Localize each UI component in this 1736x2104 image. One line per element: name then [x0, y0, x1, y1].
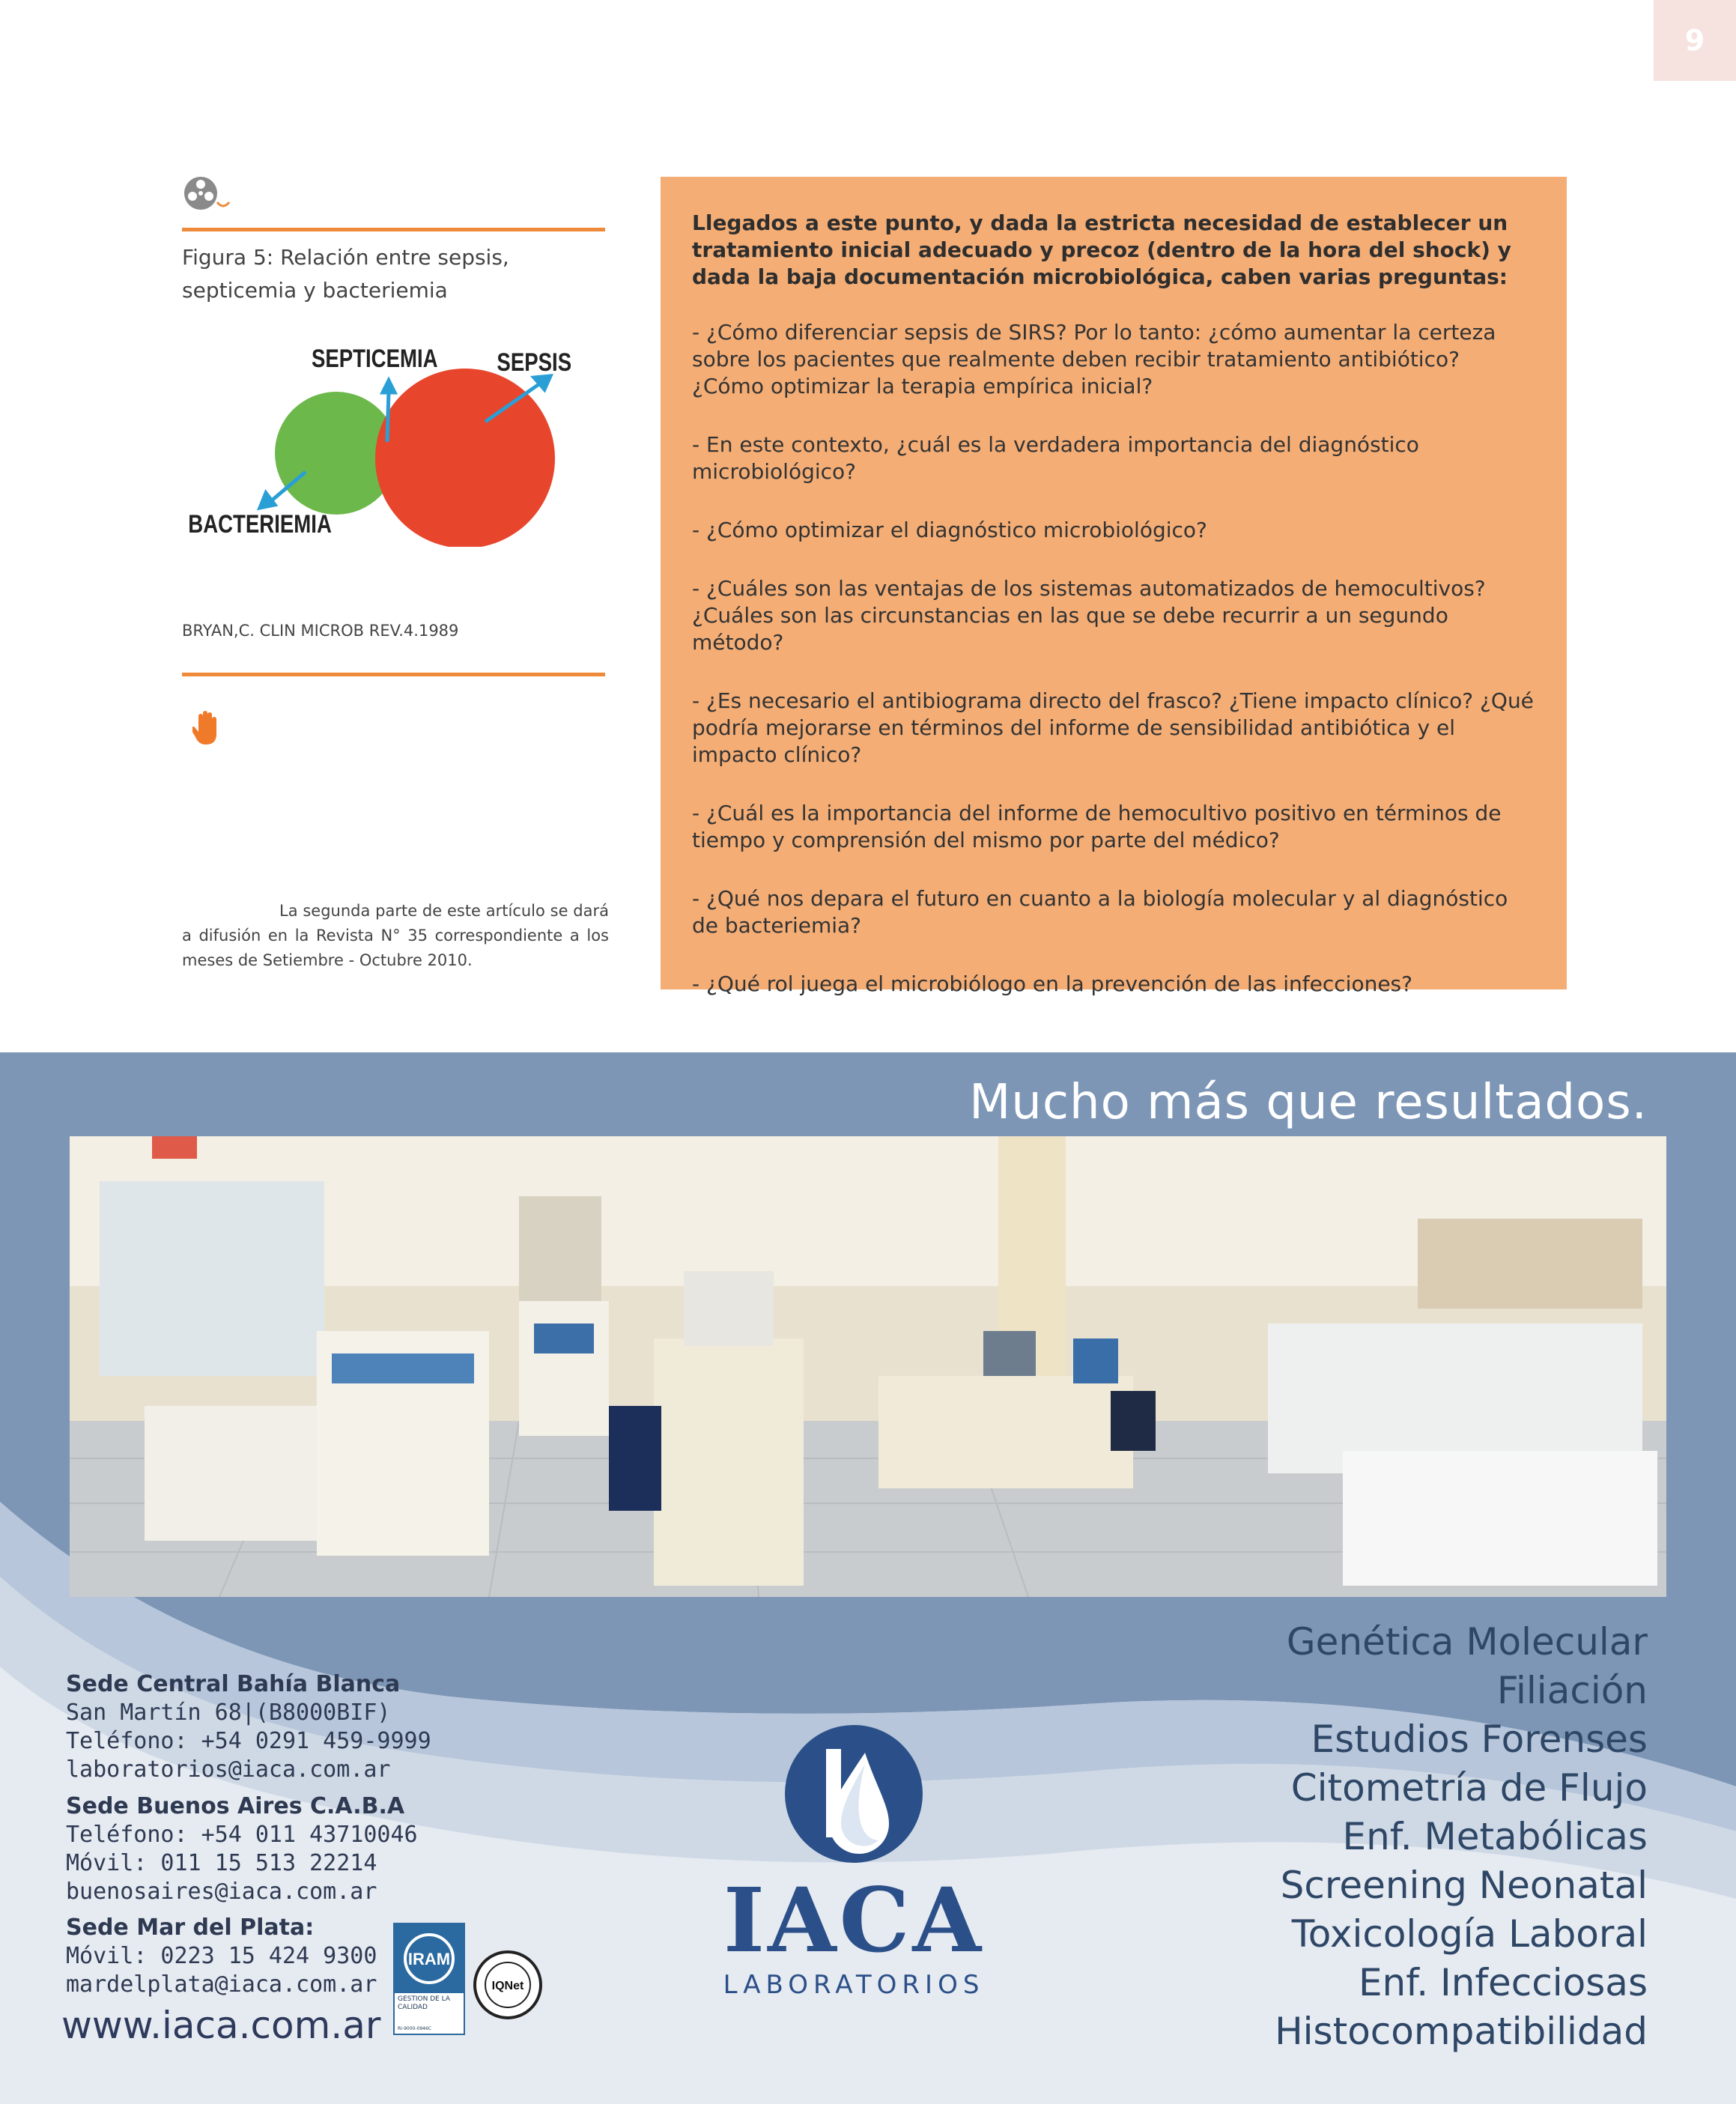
sede-email[interactable]: mardelplata@iaca.com.ar — [66, 1971, 377, 1998]
question-item: - ¿Qué rol juega el microbiólogo en la prevención de las infecciones? — [692, 971, 1413, 996]
question-item: - ¿Cuáles son las ventajas de los sistemas automatizados de hemocultivos? ¿Cuáles son las circunstancias en las que se debe recurrir a un segundo método? — [692, 576, 1486, 655]
divider-bottom — [182, 673, 605, 676]
iaca-logo-wordmark: IACA — [723, 1868, 985, 1972]
contact-bahia-blanca — [66, 1670, 431, 1784]
iaca-logo-drop-icon — [783, 1719, 925, 1869]
service-item: Enf. Infecciosas — [1358, 1961, 1648, 2004]
page-number: 9 — [1654, 0, 1736, 81]
question-item: - ¿Es necesario el antibiograma directo del frasco? ¿Tiene impacto clínico? ¿Qué podría mejorarse en términos del informe de sensibilidad antibiótica y el impacto clínico? — [692, 688, 1534, 767]
sede-email[interactable]: laboratorios@iaca.com.ar — [66, 1756, 391, 1783]
iram-certification-logo — [393, 1923, 465, 2035]
label-septicemia: SEPTICEMIA — [311, 344, 438, 373]
services-list — [1275, 1618, 1648, 2056]
sede-phone: Teléfono: +54 0291 459-9999 — [66, 1728, 431, 1754]
service-item: Screening Neonatal — [1280, 1864, 1648, 1907]
iram-caption: GESTION DE LA CALIDAD — [398, 1995, 451, 2011]
label-sepsis: SEPSIS — [497, 347, 572, 377]
sede-mobile: Móvil: 011 15 513 22214 — [66, 1850, 377, 1876]
ad-tagline: Mucho más que resultados. — [969, 1075, 1648, 1130]
iqnet-certification-logo — [470, 1947, 545, 2022]
service-item: Citometría de Flujo — [1290, 1766, 1648, 1810]
contact-buenos-aires — [66, 1792, 418, 1906]
service-item: Toxicología Laboral — [1291, 1912, 1648, 1956]
iaca-advertisement — [0, 1052, 1736, 2104]
divider-top — [182, 228, 605, 231]
contact-mar-del-plata — [66, 1914, 377, 1999]
iram-logo-text: IRAM — [407, 1950, 451, 1968]
sede-mobile: Móvil: 0223 15 424 9300 — [66, 1943, 377, 1969]
questions-box — [661, 177, 1567, 996]
service-item: Histocompatibilidad — [1275, 2010, 1648, 2053]
figure-caption: Figura 5: Relación entre sepsis, septicemia y bacteriemia — [182, 245, 509, 303]
website-link[interactable]: www.iaca.com.ar — [61, 2004, 381, 2047]
sede-name: Sede Central Bahía Blanca — [66, 1671, 401, 1697]
sede-name: Sede Buenos Aires C.A.B.A — [66, 1793, 405, 1819]
question-item: - En este contexto, ¿cuál es la verdadera importancia del diagnóstico microbiológico? — [692, 432, 1419, 484]
question-item: - ¿Qué nos depara el futuro en cuanto a la biología molecular y al diagnóstico de bacteriemia? — [692, 886, 1508, 938]
service-item: Estudios Forenses — [1311, 1718, 1648, 1761]
continuation-note: La segunda parte de este artículo se dará a difusión en la Revista N° 35 correspondiente a los meses de Setiembre - Octubre 2010. — [182, 902, 609, 969]
label-bacteriemia: BACTERIEMIA — [188, 509, 332, 539]
question-item: - ¿Cómo diferenciar sepsis de SIRS? Por lo tanto: ¿cómo aumentar la certeza sobre los pacientes que realmente deben recibir tratamiento antibiótico? ¿Cómo optimizar la terapia empírica inicial? — [692, 320, 1496, 398]
venn-diagram — [182, 337, 601, 547]
service-item: Enf. Metabólicas — [1342, 1815, 1648, 1858]
service-item: Genética Molecular — [1286, 1620, 1648, 1664]
sede-email[interactable]: buenosaires@iaca.com.ar — [66, 1879, 377, 1905]
iaca-logo-subtitle: LABORATORIOS — [723, 1970, 985, 2000]
sede-address: San Martín 68|(B8000BIF) — [66, 1700, 391, 1726]
question-item: - ¿Cuál es la importancia del informe de hemocultivo positivo en términos de tiempo y comprensión del mismo por parte del médico? — [692, 801, 1502, 852]
questions-intro: Llegados a este punto, y dada la estricta necesidad de establecer un tratamiento inicial adecuado y precoz (dentro de la hora del shock) y dada la baja documentación microbiológica, caben varias preguntas: — [692, 210, 1511, 289]
iram-code: RI-9000-0946C — [398, 2026, 431, 2031]
service-item: Filiación — [1496, 1669, 1648, 1712]
lab-photo — [70, 1136, 1666, 1597]
film-reel-icon — [181, 174, 234, 213]
question-item: - ¿Cómo optimizar el diagnóstico microbiológico? — [692, 518, 1207, 542]
sede-phone: Teléfono: +54 011 43710046 — [66, 1822, 418, 1848]
sede-name: Sede Mar del Plata: — [66, 1914, 315, 1941]
hand-icon — [192, 710, 222, 748]
iqnet-logo-text: IQNet — [491, 1980, 524, 1992]
figure-source: BRYAN,C. CLIN MICROB REV.4.1989 — [182, 622, 459, 640]
